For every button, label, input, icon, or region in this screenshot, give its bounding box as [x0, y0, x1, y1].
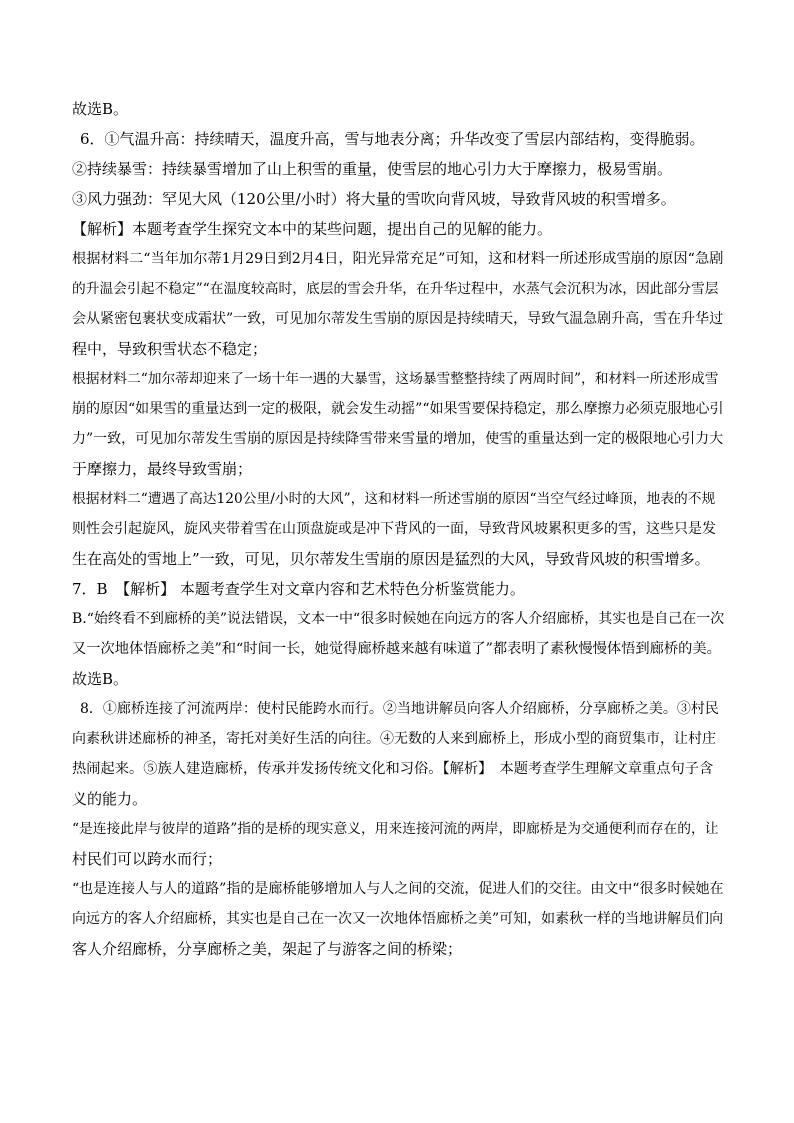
- answer-8-heading: 8．①廊桥连接了河流两岸：使村民能跨水而行。②当地讲解员向客人介绍廊桥，分享廊桥之美。③村民: [80, 701, 719, 717]
- text-line: 程中，导致积雪状态不稳定；: [72, 340, 268, 358]
- analysis-line: 【解析】本题考查学生探究文本中的某些问题，提出自己的见解的能力。: [72, 220, 553, 238]
- text-line: ②持续暴雪：持续暴雪增加了山上积雪的重量，使雪层的地心引力大于摩擦力，极易雪崩。: [72, 160, 673, 178]
- document-page: [72, 94, 724, 964]
- text-line: ③风力强劲：罕见大风（120公里/小时）将大量的雪吹向背风坡，导致背风坡的积雪增多。: [72, 190, 676, 208]
- text-line: 村民们可以跨水而行；: [72, 850, 223, 868]
- text-line: 则性会引起旋风，旋风夹带着雪在山顶盘旋或是冲下背风的一面，导致背风坡累积更多的雪，这些只是发: [72, 521, 716, 537]
- text-line: 力”一致，可见加尔蒂发生雪崩的原因是持续降雪带来雪量的增加，使雪的重量达到一定的极限地心引力大: [72, 431, 724, 447]
- text-line: 的升温会引起不稳定”“在温度较高时，底层的雪会升华，在升华过程中，水蒸气会沉积为冰，因此部分雪层: [72, 281, 719, 297]
- text-line: 于摩擦力，最终导致雪崩；: [72, 460, 253, 478]
- text-line: “也是连接人与人的道路”指的是廊桥能够增加人与人之间的交流，促进人们的交往。由文中“很多时候她在: [72, 881, 724, 897]
- text-line: 根据材料二“加尔蒂却迎来了一场十年一遇的大暴雪，这场暴雪整整持续了两周时间”，和材料一所述形成雪: [72, 371, 719, 387]
- text-line: 生在高处的雪地上”一致，可见，贝尔蒂发生雪崩的原因是猛烈的大风，导致背风坡的积雪增多。: [72, 550, 710, 568]
- text-line: 故选B。: [72, 100, 129, 118]
- text-line: 会从紧密包裹状变成霜状”一致，可见加尔蒂发生雪崩的原因是持续晴天，导致气温急剧升高，雪在升华过: [72, 311, 724, 327]
- answer-7-heading: 7．B 【解析】 本题考查学生对文章内容和艺术特色分析鉴赏能力。: [72, 580, 525, 598]
- text-line: 向素秋讲述廊桥的神圣，寄托对美好生活的向往。④无数的人来到廊桥上，形成小型的商贸集市，让村庄: [72, 731, 716, 747]
- answer-6-heading: 6．①气温升高：持续晴天，温度升高，雪与地表分离；升华改变了雪层内部结构，变得脆弱。: [80, 130, 705, 148]
- text-line: 根据材料二“当年加尔蒂1月29日到2月4日，阳光异常充足”可知，这和材料一所述形成雪崩的原因“急剧: [72, 251, 724, 267]
- text-line: “是连接此岸与彼岸的道路”指的是桥的现实意义，用来连接河流的两岸，即廊桥是为交通便利而存在的，让: [72, 821, 719, 837]
- text-line: 向远方的客人介绍廊桥，其实也是自己在一次又一次地体悟廊桥之美”可知，如素秋一样的当地讲解员们向: [72, 911, 724, 927]
- text-line: B.“始终看不到廊桥的美”说法错误，文本一中“很多时候她在向远方的客人介绍廊桥，其实也是自己在一次: [72, 611, 725, 627]
- text-line: 根据材料二“遭遇了高达120公里/小时的大风”，这和材料一所述雪崩的原因“当空气经过峰顶，地表的不规: [72, 491, 716, 507]
- text-line: 故选B。: [72, 670, 129, 688]
- text-line: 热闹起来。⑤族人建造廊桥，传承并发扬传统文化和习俗。【解析】 本题考查学生理解文章重点句子含: [72, 761, 714, 777]
- text-line: 又一次地体悟廊桥之美”和“时间一长，她觉得廊桥越来越有味道了”都表明了素秋慢慢体悟到廊桥的美。: [72, 641, 721, 657]
- text-line: 客人介绍廊桥，分享廊桥之美，架起了与游客之间的桥梁；: [72, 940, 463, 958]
- text-line: 崩的原因“如果雪的重量达到一定的极限，就会发生动摇”“如果雪要保持稳定，那么摩擦力必须克服地心引: [72, 401, 724, 417]
- text-line: 义的能力。: [72, 790, 148, 808]
